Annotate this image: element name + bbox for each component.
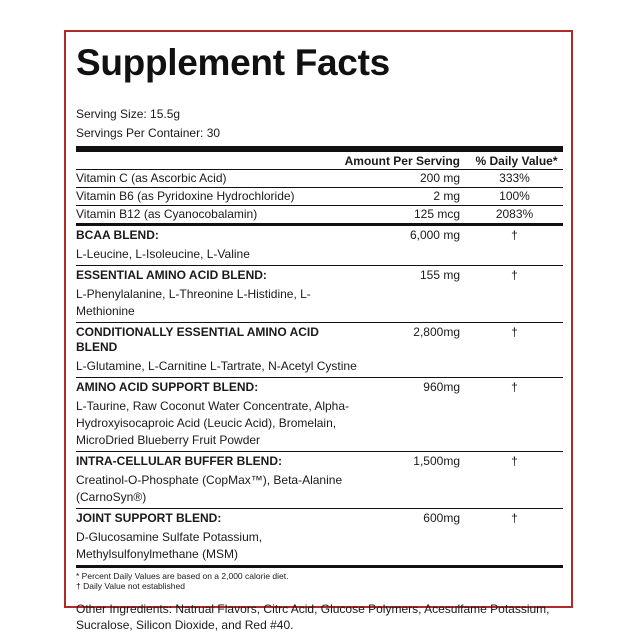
footnote-not-established: † Daily Value not established [76,581,185,591]
blend-dv: † [511,454,518,468]
amount-header: Amount Per Serving [344,153,460,168]
blend-name: CONDITIONALLY ESSENTIAL AMINO ACID BLEND [76,325,319,354]
blend-dv: † [511,268,518,282]
blend-name: AMINO ACID SUPPORT BLEND: [76,380,259,394]
blend-amino-support [76,378,563,452]
vitamin-amount: 2 mg [433,189,460,203]
footnotes [76,568,563,591]
blend-ingredients: L-Leucine, L-Isoleucine, L-Valine [76,247,250,261]
vitamin-dv: 100% [499,189,530,203]
blend-name: JOINT SUPPORT BLEND: [76,511,222,525]
serving-size: Serving Size: 15.5g [76,107,181,121]
blend-intra-cellular [76,452,563,509]
blend-amount: 1,500mg [413,454,460,468]
vitamin-row [76,170,563,188]
vitamin-row [76,188,563,206]
blend-ingredients: D-Glucosamine Sulfate Potassium, Methylsulfonylmethane (MSM) [76,530,263,561]
vitamin-row [76,206,563,226]
vitamin-name: Vitamin B12 (as Cyanocobalamin) [76,207,258,221]
vitamin-dv: 333% [499,171,530,185]
other-ingredients: Other Ingredients: Natrual Flavors, Citrc Acid, Glucose Polymers, Acesulfame Potassium, Sucralose, Silicon Dioxide, and Red #40. [76,602,550,632]
dv-header: % Daily Value* [475,153,558,168]
servings-per-container: Servings Per Container: 30 [76,126,221,140]
supplement-facts-panel [64,30,573,632]
blend-ingredients: L-Phenylalanine, L-Threonine L-Histidine, L-Methionine [76,287,311,318]
vitamin-name: Vitamin B6 (as Pyridoxine Hydrochloride) [76,189,295,203]
footnote-daily-values: * Percent Daily Values are based on a 2,000 calorie diet. [76,571,289,581]
blend-ingredients: L-Glutamine, L-Carnitine L-Tartrate, N-Acetyl Cystine [76,359,357,373]
blend-essential-amino [76,266,563,323]
blend-amount: 960mg [423,380,460,394]
serving-info [76,105,563,143]
blend-amount: 155 mg [419,268,460,282]
blend-name: BCAA BLEND: [76,228,159,242]
vitamin-name: Vitamin C (as Ascorbic Acid) [76,171,227,185]
vitamin-amount: 200 mg [419,171,460,185]
blend-ingredients: L-Taurine, Raw Coconut Water Concentrate, Alpha-Hydroxyisocaproic Acid (Leucic Acid), Bromelain, MicroDried Blueberry Fruit Powder [76,399,350,447]
blend-amount: 6,000 mg [409,228,460,242]
blend-ingredients: Creatinol-O-Phosphate (CopMax™), Beta-Alanine (CarnoSyn®) [76,473,343,504]
blend-conditionally-essential [76,323,563,378]
vitamin-dv: 2083% [495,207,534,221]
blend-name: INTRA-CELLULAR BUFFER BLEND: [76,454,282,468]
blend-amount: 600mg [423,511,460,525]
blend-name: ESSENTIAL AMINO ACID BLEND: [76,268,267,282]
blend-dv: † [511,228,518,242]
blend-bcaa [76,226,563,266]
column-header [76,152,563,170]
panel-title: Supplement Facts [76,42,390,83]
blend-joint-support [76,509,563,568]
vitamin-amount: 125 mcg [413,207,460,221]
blend-dv: † [511,325,518,339]
blend-dv: † [511,511,518,525]
blend-amount: 2,800mg [413,325,460,339]
blend-dv: † [511,380,518,394]
